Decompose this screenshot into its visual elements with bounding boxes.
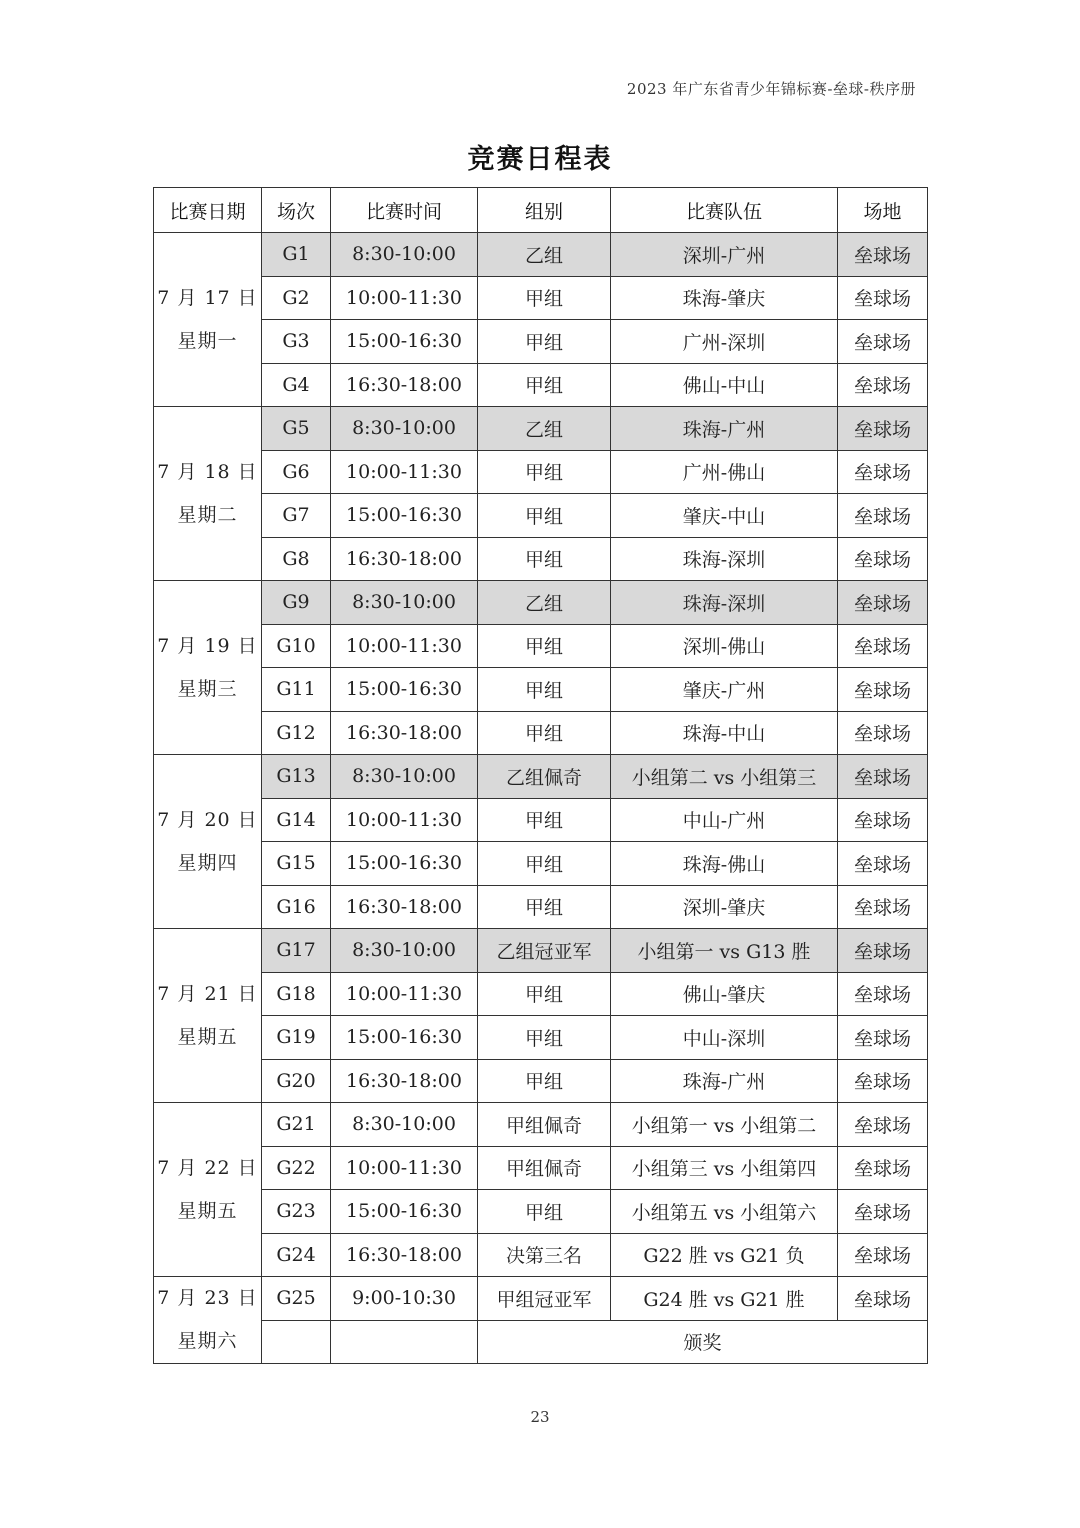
game-time: 16:30-18:00 [331, 537, 478, 581]
game-teams: 小组第二 vs 小组第三 [611, 755, 838, 799]
game-group: 甲组 [478, 1190, 611, 1234]
game-number: G25 [262, 1277, 331, 1321]
game-venue: 垒球场 [838, 407, 928, 451]
game-teams: 佛山-肇庆 [611, 972, 838, 1016]
game-group: 甲组 [478, 494, 611, 538]
game-number: G14 [262, 798, 331, 842]
game-number: G16 [262, 885, 331, 929]
game-teams: 深圳-肇庆 [611, 885, 838, 929]
game-number: G2 [262, 276, 331, 320]
page-number: 23 [530, 1408, 550, 1426]
game-venue: 垒球场 [838, 1103, 928, 1147]
game-teams: 珠海-肇庆 [611, 276, 838, 320]
table-row [154, 1016, 928, 1060]
game-teams: 珠海-广州 [611, 1059, 838, 1103]
date-cell [154, 755, 262, 929]
game-group: 甲组 [478, 885, 611, 929]
game-number: G10 [262, 624, 331, 668]
column-header-teams: 比赛队伍 [611, 188, 838, 233]
game-time: 16:30-18:00 [331, 885, 478, 929]
game-number: G4 [262, 363, 331, 407]
game-teams: 小组第一 vs 小组第二 [611, 1103, 838, 1147]
game-venue: 垒球场 [838, 581, 928, 625]
game-venue: 垒球场 [838, 842, 928, 886]
table-row [154, 581, 928, 625]
game-time: 8:30-10:00 [331, 233, 478, 277]
game-teams: 肇庆-广州 [611, 668, 838, 712]
game-teams: 中山-广州 [611, 798, 838, 842]
game-number: G5 [262, 407, 331, 451]
table-row [154, 798, 928, 842]
date-label: 7 月 21 日 [157, 982, 258, 1005]
game-number: G13 [262, 755, 331, 799]
table-row [154, 668, 928, 712]
table-row [154, 1059, 928, 1103]
game-number: G1 [262, 233, 331, 277]
game-group: 乙组 [478, 233, 611, 277]
table-row [154, 885, 928, 929]
game-number: G24 [262, 1233, 331, 1277]
game-teams: 珠海-广州 [611, 407, 838, 451]
game-time: 8:30-10:00 [331, 407, 478, 451]
table-row [154, 320, 928, 364]
game-teams: 珠海-佛山 [611, 842, 838, 886]
game-venue: 垒球场 [838, 494, 928, 538]
date-label: 7 月 18 日 [157, 460, 258, 483]
page-title: 竞赛日程表 [467, 144, 613, 175]
game-teams: 佛山-中山 [611, 363, 838, 407]
schedule-table [153, 187, 928, 1364]
table-row [154, 537, 928, 581]
weekday-label: 星期五 [177, 1199, 238, 1222]
game-number: G11 [262, 668, 331, 712]
game-number: G20 [262, 1059, 331, 1103]
game-number: G7 [262, 494, 331, 538]
game-time: 9:00-10:30 [331, 1277, 478, 1321]
table-row [154, 407, 928, 451]
table-row [154, 233, 928, 277]
game-group: 甲组佩奇 [478, 1103, 611, 1147]
game-time: 10:00-11:30 [331, 798, 478, 842]
game-group: 乙组 [478, 407, 611, 451]
game-number: G6 [262, 450, 331, 494]
game-number-empty [262, 1320, 331, 1364]
game-venue: 垒球场 [838, 1190, 928, 1234]
game-teams: 深圳-佛山 [611, 624, 838, 668]
table-row [154, 755, 928, 799]
table-row [154, 1233, 928, 1277]
game-number: G15 [262, 842, 331, 886]
game-teams: 小组第一 vs G13 胜 [611, 929, 838, 973]
game-group: 乙组冠亚军 [478, 929, 611, 973]
table-row [154, 842, 928, 886]
game-time: 8:30-10:00 [331, 929, 478, 973]
game-teams: 中山-深圳 [611, 1016, 838, 1060]
ceremony-cell: 颁奖 [478, 1320, 928, 1364]
date-label: 7 月 20 日 [157, 808, 258, 831]
game-group: 甲组 [478, 668, 611, 712]
game-number: G9 [262, 581, 331, 625]
date-cell [154, 581, 262, 755]
game-time: 15:00-16:30 [331, 494, 478, 538]
game-group: 甲组 [478, 450, 611, 494]
game-time: 10:00-11:30 [331, 450, 478, 494]
weekday-label: 星期一 [177, 329, 238, 352]
game-teams: 珠海-深圳 [611, 537, 838, 581]
game-venue: 垒球场 [838, 363, 928, 407]
game-venue: 垒球场 [838, 885, 928, 929]
table-row [154, 1146, 928, 1190]
game-venue: 垒球场 [838, 450, 928, 494]
game-number: G8 [262, 537, 331, 581]
table-row [154, 711, 928, 755]
game-venue: 垒球场 [838, 276, 928, 320]
game-teams: 广州-深圳 [611, 320, 838, 364]
schedule-body [154, 233, 928, 1364]
game-group: 乙组佩奇 [478, 755, 611, 799]
game-time: 10:00-11:30 [331, 972, 478, 1016]
game-time: 15:00-16:30 [331, 1190, 478, 1234]
table-row [154, 972, 928, 1016]
game-venue: 垒球场 [838, 668, 928, 712]
game-time-empty [331, 1320, 478, 1364]
date-cell [154, 1103, 262, 1277]
game-time: 16:30-18:00 [331, 1233, 478, 1277]
game-group: 甲组 [478, 798, 611, 842]
game-number: G22 [262, 1146, 331, 1190]
game-venue: 垒球场 [838, 624, 928, 668]
game-venue: 垒球场 [838, 1059, 928, 1103]
table-row [154, 450, 928, 494]
game-venue: 垒球场 [838, 233, 928, 277]
game-time: 8:30-10:00 [331, 581, 478, 625]
game-group: 甲组 [478, 537, 611, 581]
game-venue: 垒球场 [838, 1277, 928, 1321]
table-row [154, 494, 928, 538]
column-header-time: 比赛时间 [331, 188, 478, 233]
game-time: 16:30-18:00 [331, 363, 478, 407]
column-header-date: 比赛日期 [154, 188, 262, 233]
date-label: 7 月 22 日 [157, 1156, 258, 1179]
column-header-venue: 场地 [838, 188, 928, 233]
weekday-label: 星期六 [177, 1330, 238, 1352]
date-label: 7 月 17 日 [157, 286, 258, 309]
game-time: 15:00-16:30 [331, 1016, 478, 1060]
weekday-label: 星期三 [177, 677, 238, 700]
weekday-label: 星期四 [177, 851, 238, 874]
date-label: 7 月 23 日 [157, 1287, 258, 1309]
game-teams: 珠海-深圳 [611, 581, 838, 625]
table-row [154, 1190, 928, 1234]
date-cell [154, 1277, 262, 1364]
game-time: 16:30-18:00 [331, 1059, 478, 1103]
game-teams: G24 胜 vs G21 胜 [611, 1277, 838, 1321]
weekday-label: 星期二 [177, 503, 238, 526]
game-group: 甲组 [478, 972, 611, 1016]
game-group: 甲组 [478, 1016, 611, 1060]
game-venue: 垒球场 [838, 537, 928, 581]
date-cell [154, 929, 262, 1103]
column-header-group: 组别 [478, 188, 611, 233]
game-teams: G22 胜 vs G21 负 [611, 1233, 838, 1277]
game-venue: 垒球场 [838, 1146, 928, 1190]
game-venue: 垒球场 [838, 1016, 928, 1060]
game-teams: 深圳-广州 [611, 233, 838, 277]
game-group: 甲组 [478, 624, 611, 668]
game-venue: 垒球场 [838, 320, 928, 364]
game-venue: 垒球场 [838, 755, 928, 799]
game-group: 甲组 [478, 711, 611, 755]
game-teams: 广州-佛山 [611, 450, 838, 494]
date-cell [154, 233, 262, 407]
game-group: 乙组 [478, 581, 611, 625]
game-teams: 肇庆-中山 [611, 494, 838, 538]
table-row [154, 363, 928, 407]
game-group: 决第三名 [478, 1233, 611, 1277]
game-group: 甲组 [478, 842, 611, 886]
game-group: 甲组 [478, 363, 611, 407]
game-time: 15:00-16:30 [331, 668, 478, 712]
game-time: 8:30-10:00 [331, 755, 478, 799]
game-time: 15:00-16:30 [331, 842, 478, 886]
game-number: G3 [262, 320, 331, 364]
game-teams: 珠海-中山 [611, 711, 838, 755]
game-venue: 垒球场 [838, 929, 928, 973]
game-group: 甲组佩奇 [478, 1146, 611, 1190]
game-teams: 小组第三 vs 小组第四 [611, 1146, 838, 1190]
game-number: G19 [262, 1016, 331, 1060]
game-group: 甲组 [478, 276, 611, 320]
game-venue: 垒球场 [838, 798, 928, 842]
table-header-row [154, 188, 928, 233]
weekday-label: 星期五 [177, 1025, 238, 1048]
game-time: 10:00-11:30 [331, 276, 478, 320]
ceremony-row [154, 1320, 928, 1364]
game-number: G18 [262, 972, 331, 1016]
game-venue: 垒球场 [838, 1233, 928, 1277]
game-number: G17 [262, 929, 331, 973]
game-time: 15:00-16:30 [331, 320, 478, 364]
column-header-game: 场次 [262, 188, 331, 233]
game-time: 10:00-11:30 [331, 1146, 478, 1190]
table-row [154, 624, 928, 668]
game-number: G21 [262, 1103, 331, 1147]
running-header: 2023 年广东省青少年锦标赛-垒球-秩序册 [626, 80, 916, 98]
game-group: 甲组冠亚军 [478, 1277, 611, 1321]
table-row [154, 1277, 928, 1321]
date-label: 7 月 19 日 [157, 634, 258, 657]
game-venue: 垒球场 [838, 711, 928, 755]
table-row [154, 1103, 928, 1147]
table-row [154, 929, 928, 973]
table-row [154, 276, 928, 320]
game-time: 10:00-11:30 [331, 624, 478, 668]
game-number: G12 [262, 711, 331, 755]
game-group: 甲组 [478, 320, 611, 364]
game-number: G23 [262, 1190, 331, 1234]
game-teams: 小组第五 vs 小组第六 [611, 1190, 838, 1234]
date-cell [154, 407, 262, 581]
game-group: 甲组 [478, 1059, 611, 1103]
game-venue: 垒球场 [838, 972, 928, 1016]
game-time: 8:30-10:00 [331, 1103, 478, 1147]
game-time: 16:30-18:00 [331, 711, 478, 755]
